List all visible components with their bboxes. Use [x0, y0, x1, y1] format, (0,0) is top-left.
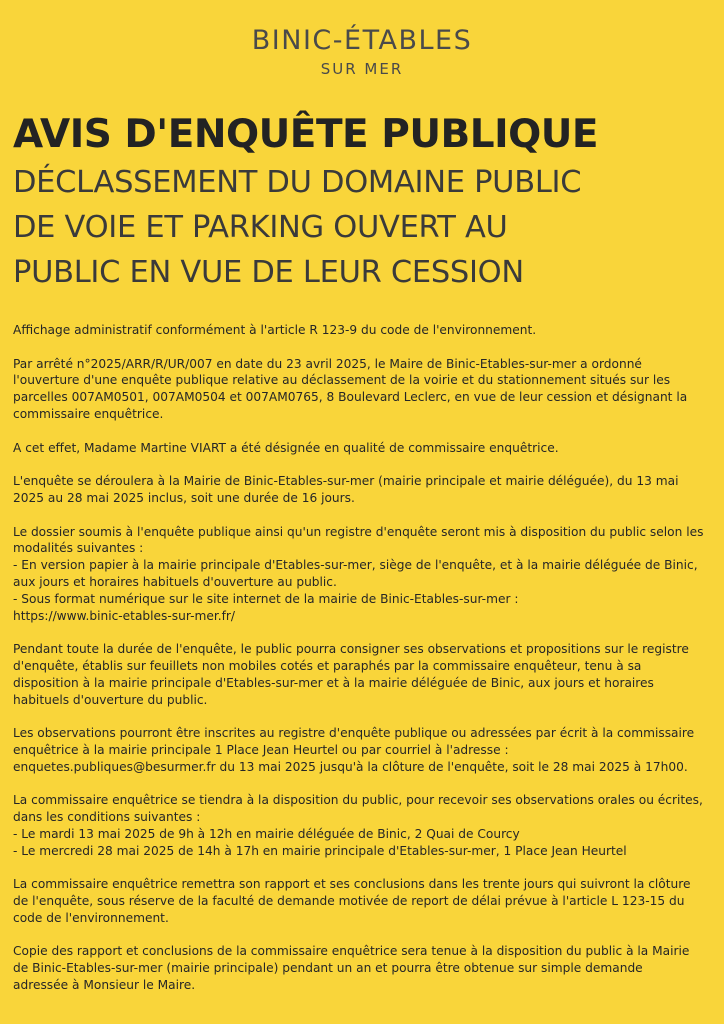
- paragraph-line: enquetes.publiques@besurmer.fr du 13 mai 2025 jusqu'à la clôture de l'enquête, soit le 28 mai 2025 à 17h00.: [13, 759, 688, 774]
- paragraph-line: parcelles 007AM0501, 007AM0504 et 007AM0765, 8 Boulevard Leclerc, en vue de leur cession et désignant la: [13, 390, 688, 405]
- notice-paragraph: [13, 876, 713, 926]
- paragraph-line: - Le mercredi 28 mai 2025 de 14h à 17h en mairie principale d'Etables-sur-mer, 1 Place Jean Heurtel: [13, 843, 627, 858]
- paragraph-line: disposition à la mairie principale d'Etables-sur-mer et à la mairie déléguée de Binic, aux jours et horaires: [13, 675, 654, 690]
- notice-subtitle-line: DE VOIE ET PARKING OUVERT AU: [13, 210, 508, 245]
- paragraph-line: de Binic-Etables-sur-mer (mairie principale) pendant un an et pourra être obtenue sur simple demande: [13, 961, 643, 976]
- paragraph-line: enquêtrice à la mairie principale 1 Place Jean Heurtel ou par courriel à l'adresse :: [13, 742, 509, 757]
- paragraph-line: l'ouverture d'une enquête publique relative au déclassement de la voirie et du stationnement situés sur les: [13, 373, 671, 388]
- paragraph-line: https://www.binic-etables-sur-mer.fr/: [13, 608, 236, 623]
- paragraph-line: - Le mardi 13 mai 2025 de 9h à 12h en mairie déléguée de Binic, 2 Quai de Courcy: [13, 826, 520, 841]
- paragraph-line: Copie des rapport et conclusions de la commissaire enquêtrice sera tenue à la disposition du public à la Mairie: [13, 944, 690, 959]
- logo-subtitle: SUR MER: [320, 60, 404, 78]
- notice-paragraph: [13, 356, 713, 423]
- paragraph-line: La commissaire enquêtrice se tiendra à la disposition du public, pour recevoir ses observations orales ou écrites,: [13, 793, 703, 808]
- town-logo: [0, 26, 724, 78]
- notice-paragraph: [13, 440, 713, 457]
- paragraph-line: commissaire enquêtrice.: [13, 406, 164, 421]
- notice-subtitle-line: DÉCLASSEMENT DU DOMAINE PUBLIC: [13, 165, 582, 200]
- notice-title: AVIS D'ENQUÊTE PUBLIQUE: [13, 112, 599, 157]
- notice-paragraph: [13, 792, 713, 859]
- notice-paragraph: [13, 943, 713, 993]
- paragraph-line: Le dossier soumis à l'enquête publique ainsi qu'un registre d'enquête seront mis à disposition du public selon les: [13, 524, 704, 539]
- notice-body: [13, 322, 713, 1011]
- notice-title-block: [13, 110, 713, 295]
- paragraph-line: L'enquête se déroulera à la Mairie de Binic-Etables-sur-mer (mairie principale et mairie déléguée), du 13 mai: [13, 474, 679, 489]
- paragraph-line: de l'enquête, sous réserve de la faculté de demande motivée de report de délai prévue à l'article L 123-15 du: [13, 894, 685, 909]
- notice-paragraph: [13, 641, 713, 708]
- paragraph-line: adressée à Monsieur le Maire.: [13, 978, 196, 993]
- paragraph-line: Les observations pourront être inscrites au registre d'enquête publique ou adressées par écrit à la commissaire: [13, 726, 695, 741]
- notice-paragraph: [13, 725, 713, 775]
- paragraph-line: A cet effet, Madame Martine VIART a été désignée en qualité de commissaire enquêtrice.: [13, 440, 559, 455]
- paragraph-line: dans les conditions suivantes :: [13, 810, 201, 825]
- paragraph-line: La commissaire enquêtrice remettra son rapport et ses conclusions dans les trente jours qui suivront la clôture: [13, 877, 691, 892]
- paragraph-line: modalités suivantes :: [13, 541, 144, 556]
- paragraph-line: aux jours et horaires habituels d'ouverture au public.: [13, 574, 337, 589]
- paragraph-line: Affichage administratif conformément à l'article R 123-9 du code de l'environnement.: [13, 323, 537, 337]
- paragraph-line: code de l'environnement.: [13, 910, 169, 925]
- paragraph-line: - Sous format numérique sur le site internet de la mairie de Binic-Etables-sur-mer :: [13, 591, 519, 606]
- notice-paragraph: [13, 322, 713, 339]
- notice-paragraph: [13, 524, 713, 625]
- paragraph-line: - En version papier à la mairie principale d'Etables-sur-mer, siège de l'enquête, et à la mairie déléguée de Binic,: [13, 558, 698, 573]
- paragraph-line: Par arrêté n°2025/ARR/R/UR/007 en date du 23 avril 2025, le Maire de Binic-Etables-sur-mer a ordonné: [13, 356, 642, 371]
- notice-subtitle-line: PUBLIC EN VUE DE LEUR CESSION: [13, 255, 524, 290]
- paragraph-line: Pendant toute la durée de l'enquête, le public pourra consigner ses observations et propositions sur le registre: [13, 642, 689, 657]
- logo-town-name: BINIC-ÉTABLES: [251, 25, 473, 56]
- paragraph-line: 2025 au 28 mai 2025 inclus, soit une durée de 16 jours.: [13, 490, 355, 505]
- notice-paragraph: [13, 473, 713, 507]
- paragraph-line: d'enquête, établis sur feuillets non mobiles cotés et paraphés par la commissaire enquêteur, tenu à sa: [13, 658, 642, 673]
- paragraph-line: habituels d'ouverture du public.: [13, 692, 208, 707]
